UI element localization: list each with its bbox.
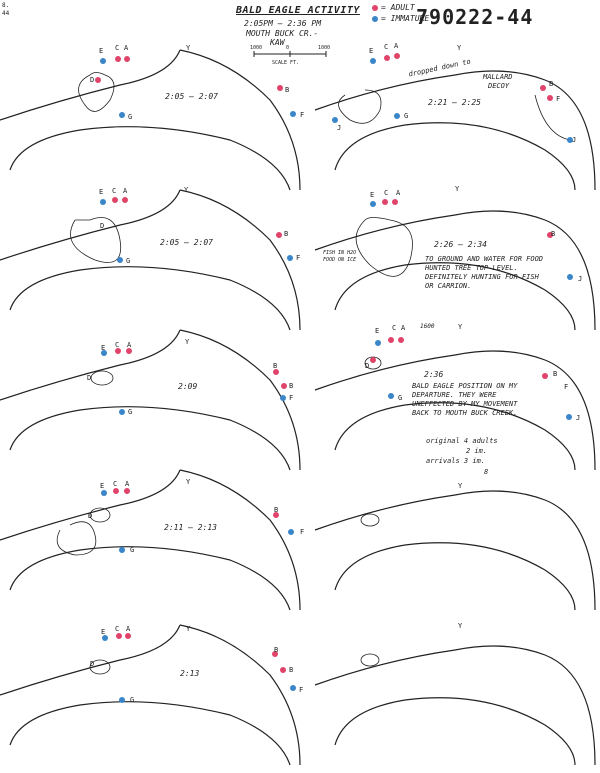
p6-label-f: F xyxy=(564,383,569,391)
p1-label-y: Y xyxy=(186,44,191,52)
p4-label-a: A xyxy=(396,189,401,197)
record-id: 790222-44 xyxy=(416,5,534,29)
p6-distance: 1600 xyxy=(420,323,435,330)
p4-note: TO GROUND AND WATER FOR FOOD HUNTED TREE TOP LEVEL. DEFINITELY HUNTING FOR FISH OR CARRION. xyxy=(425,255,544,290)
p6-tally-2: 2 im. xyxy=(466,447,488,455)
panel-3-time: 2:05 – 2:07 xyxy=(160,238,213,247)
p2-label-a: A xyxy=(394,42,399,50)
p7-label-g: G xyxy=(130,546,135,554)
panel-7 xyxy=(0,470,300,610)
p6-tally-3: arrivals 3 im. xyxy=(426,457,486,465)
location-line-2: KAW xyxy=(270,38,285,47)
p6-label-a: A xyxy=(401,324,406,332)
location-line-1: MOUTH BUCK CR.- xyxy=(246,29,319,38)
p3-label-f: F xyxy=(296,254,301,262)
p9-label-b2: B xyxy=(289,666,294,674)
p2-label-j: J xyxy=(337,124,342,132)
panel-4-time: 2:26 – 2:34 xyxy=(434,240,487,249)
p7-label-d: D xyxy=(88,512,93,520)
legend-immature: = IMMATURE xyxy=(372,14,429,23)
panel-10 xyxy=(315,646,595,765)
panel-9-time: 2:13 xyxy=(180,669,200,678)
p2-label-f: F xyxy=(556,95,561,103)
p9-label-d: D xyxy=(90,660,95,668)
p9-label-g: G xyxy=(130,696,135,704)
p6-label-j: J xyxy=(576,414,581,422)
panel-2-time: 2:21 – 2:25 xyxy=(428,98,481,107)
p1-label-a: A xyxy=(124,44,129,52)
p4-label-e: E xyxy=(370,191,375,199)
scale-left: 1000 xyxy=(250,45,263,51)
p6-tally-1: original 4 adults xyxy=(426,437,498,445)
panel-2 xyxy=(315,53,595,190)
p3-label-g: G xyxy=(126,257,131,265)
panel-6-time: 2:36 xyxy=(424,370,444,379)
p4-label-c: C xyxy=(384,189,389,197)
p2-note-mallard: MALLARD xyxy=(483,73,513,81)
p6-label-b: B xyxy=(553,370,558,378)
p6-label-g: G xyxy=(398,394,403,402)
p3-label-e: E xyxy=(99,188,104,196)
scale-label: SCALE FT. xyxy=(272,60,300,66)
p3-label-c: C xyxy=(112,187,117,195)
p1-label-f: F xyxy=(300,111,305,119)
p3-label-b: B xyxy=(284,230,289,238)
p1-label-c: C xyxy=(115,44,120,52)
panel-5 xyxy=(0,330,300,470)
p10-label-y: Y xyxy=(458,622,463,630)
p6-label-d: D xyxy=(365,362,370,370)
panel-9 xyxy=(0,625,300,765)
p6-note: BALD EAGLE POSITION ON MY DEPARTURE. THEY WERE UNEFFECTED BY MY MOVEMENT BACK TO MOUTH BUCK CREEK. xyxy=(412,382,518,417)
p9-label-c: C xyxy=(115,625,120,633)
p7-label-y: Y xyxy=(186,478,191,486)
p5-label-a: A xyxy=(127,341,132,349)
p2-label-b: B xyxy=(549,80,554,88)
p6-tally-4: 8 xyxy=(484,468,489,476)
p7-label-c: C xyxy=(113,480,118,488)
p1-label-g: G xyxy=(128,113,133,121)
p7-label-e: E xyxy=(100,482,105,490)
p3-label-y: Y xyxy=(184,186,189,194)
p5-label-e: E xyxy=(101,344,106,352)
p6-label-y: Y xyxy=(458,323,463,331)
panel-3 xyxy=(0,190,300,330)
p2-label-c: C xyxy=(384,43,389,51)
p3-label-d: D xyxy=(100,222,105,230)
p2-label-j2: J xyxy=(572,136,577,144)
p9-label-f: F xyxy=(299,686,304,694)
p2-note-decoy: DECOY xyxy=(488,82,510,90)
p6-label-e: E xyxy=(375,327,380,335)
time-range: 2:05PM – 2:36 PM xyxy=(244,19,322,28)
scale-mid: 0 xyxy=(286,45,290,51)
page-title: BALD EAGLE ACTIVITY xyxy=(236,5,360,16)
p5-label-y: Y xyxy=(185,338,190,346)
p9-label-a: A xyxy=(126,625,131,633)
scale-bar xyxy=(254,51,326,57)
p4-side-note: FISH IN H2O FOOD ON ICE xyxy=(323,250,357,263)
p4-label-y: Y xyxy=(455,185,460,193)
p1-label-e: E xyxy=(99,47,104,55)
panel-7-time: 2:11 – 2:13 xyxy=(164,523,217,532)
p9-label-y: Y xyxy=(186,625,191,633)
p5-label-g: G xyxy=(128,408,133,416)
panel-8 xyxy=(315,491,595,610)
panel-1 xyxy=(0,50,300,190)
p8-label-y: Y xyxy=(458,482,463,490)
corner-note-2: 44 xyxy=(2,10,10,17)
panel-1-time: 2:05 – 2:07 xyxy=(165,92,218,101)
panel-5-time: 2:09 xyxy=(178,382,198,391)
corner-note-1: 8. xyxy=(2,2,10,9)
p9-label-e: E xyxy=(101,628,106,636)
p4-label-b: B xyxy=(551,230,556,238)
p2-label-y: Y xyxy=(457,44,462,52)
p2-label-e: E xyxy=(369,47,374,55)
p6-label-c: C xyxy=(392,324,397,332)
p1-label-d: D xyxy=(90,76,95,84)
p4-label-j: J xyxy=(578,275,583,283)
p7-label-b: B xyxy=(274,506,279,514)
p5-label-f: F xyxy=(289,394,294,402)
p2-note-dropped: dropped down to xyxy=(407,57,472,79)
p5-label-c: C xyxy=(115,341,120,349)
p5-label-b2: B xyxy=(289,382,294,390)
p5-label-b1: B xyxy=(273,362,278,370)
p7-label-f: F xyxy=(300,528,305,536)
p3-label-a: A xyxy=(123,187,128,195)
p7-label-a: A xyxy=(125,480,130,488)
p9-label-b1: B xyxy=(274,646,279,654)
p1-label-b: B xyxy=(285,86,290,94)
p2-label-g: G xyxy=(404,112,409,120)
p5-label-d: D xyxy=(87,374,92,382)
legend-adult: = ADULT xyxy=(372,3,415,12)
scale-right: 1000 xyxy=(318,45,331,51)
